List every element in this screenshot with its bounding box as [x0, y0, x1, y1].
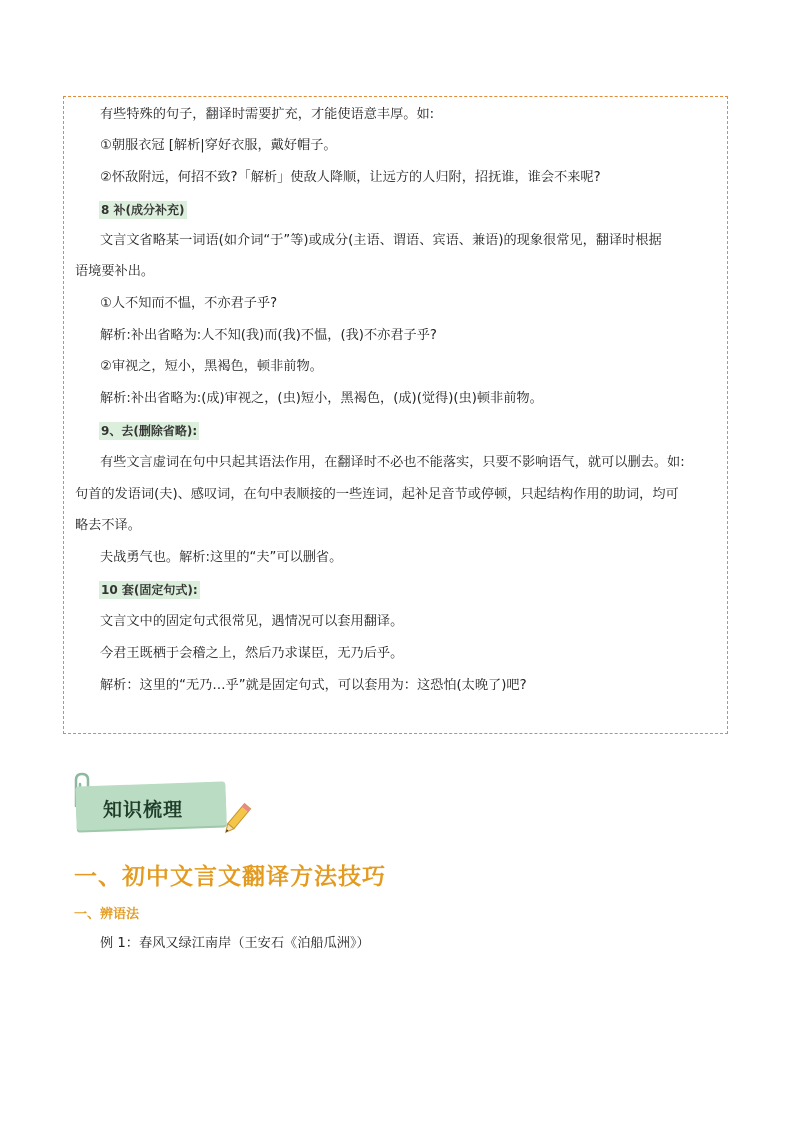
- para-10-example: 今君王既栖于会稽之上，然后乃求谋臣，无乃后乎。: [100, 646, 404, 661]
- para-9-line2: 句首的发语词(夫)、感叹词，在句中表顺接的一些连词，起补足音节或停顿，只起结构作用的助词，均可: [75, 487, 679, 502]
- para-9-line1: 有些文言虚词在句中只起其语法作用，在翻译时不必也不能落实，只要不影响语气，就可以删去。如:: [100, 455, 685, 470]
- para-10-line1: 文言文中的固定句式很常见，遇情况可以套用翻译。: [100, 614, 404, 629]
- para-8-line1: 文言文省略某一词语(如介词“于”等)或成分(主语、谓语、宾语、兼语)的现象很常见，翻译时根据: [100, 233, 662, 248]
- tag-label: 知识梳理: [103, 799, 184, 821]
- example-2: ②怀敌附远，何招不致?「解析」使敌人降顺，让远方的人归附，招抚谁，谁会不来呢?: [100, 170, 601, 185]
- example-line: 例 1：春风又绿江南岸（王安石《泊船瓜洲》）: [100, 936, 370, 951]
- content-box: [63, 96, 728, 734]
- para-8-line2: 语境要补出。: [75, 264, 155, 279]
- para-8-analysis1: 解析:补出省略为:人不知(我)而(我)不愠，(我)不亦君子乎?: [100, 328, 437, 343]
- section-tag: [66, 772, 266, 842]
- pencil-icon: [216, 800, 256, 840]
- heading-8: 8 补(成分补充): [101, 203, 185, 217]
- para-10-analysis: 解析：这里的“无乃…乎”就是固定句式，可以套用为：这恐怕(太晚了)吧?: [100, 678, 527, 693]
- subsection-title: 一、辨语法: [74, 907, 140, 922]
- intro-text: 有些特殊的句子，翻译时需要扩充，才能使语意丰厚。如:: [100, 107, 435, 122]
- heading-9: 9、去(删除省略):: [101, 424, 198, 438]
- section-title: 一、初中文言文翻译方法技巧: [74, 863, 386, 890]
- para-9-example: 夫战勇气也。解析:这里的“夫”可以删省。: [100, 550, 343, 565]
- example-1: ①朝服衣冠 [解析|穿好衣服，戴好帽子。: [100, 138, 337, 153]
- para-8-example2: ②审视之，短小，黑褐色，顿非前物。: [100, 359, 323, 374]
- para-8-analysis2: 解析:补出省略为:(成)审视之，(虫)短小，黑褐色，(成)(觉得)(虫)顿非前物。: [100, 391, 543, 406]
- heading-10: 10 套(固定句式):: [101, 583, 198, 597]
- para-8-example1: ①人不知而不愠，不亦君子乎?: [100, 296, 278, 311]
- para-9-line3: 略去不译。: [75, 518, 141, 533]
